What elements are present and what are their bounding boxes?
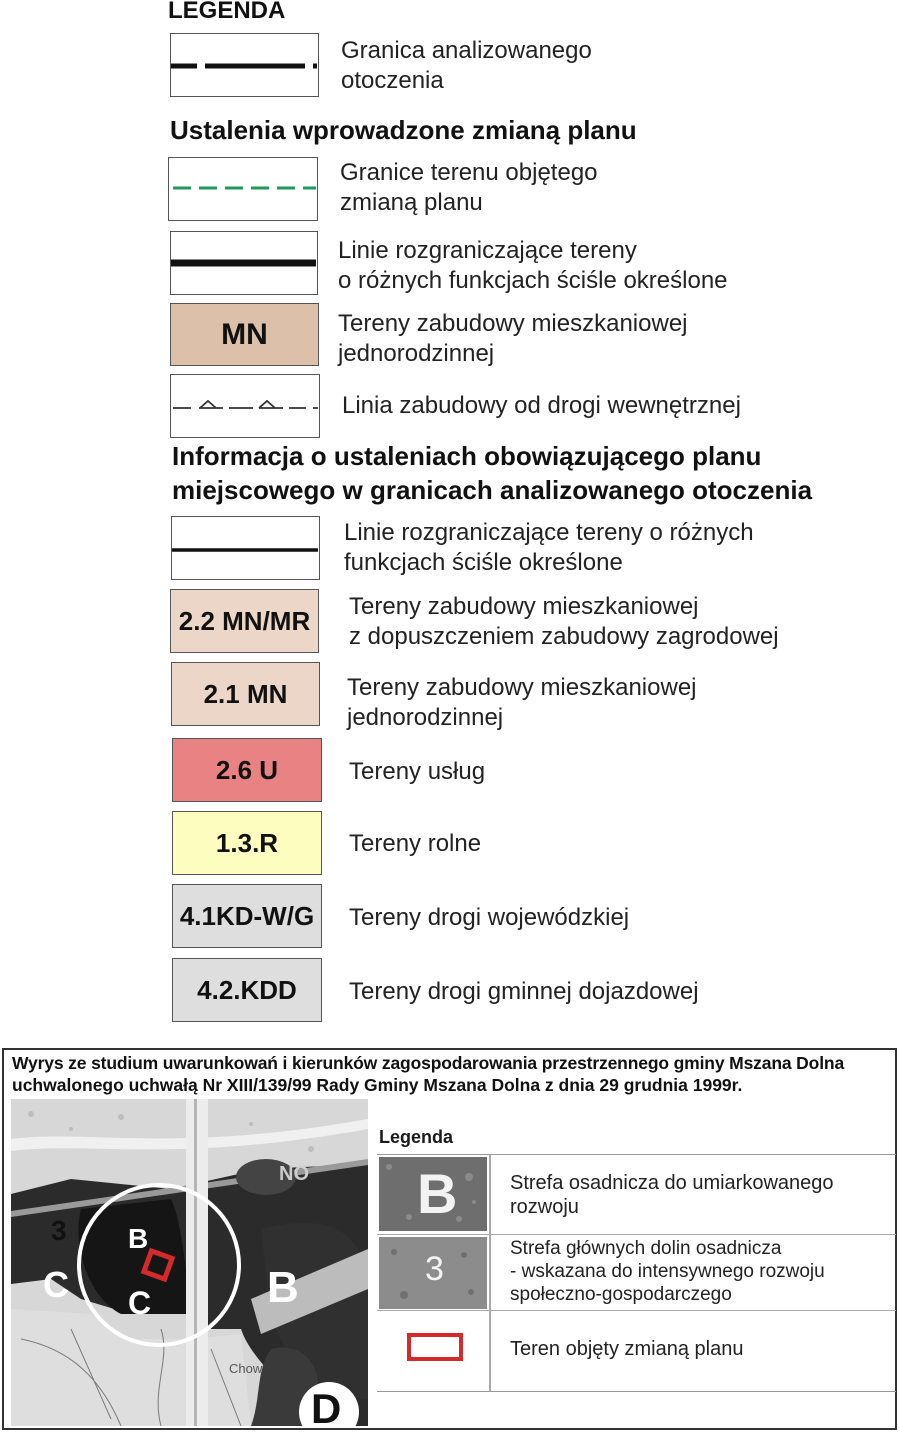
- map-label-chow: Chow: [229, 1361, 263, 1376]
- legend-title: LEGENDA: [168, 0, 286, 24]
- swatch-mn: MN: [170, 303, 319, 366]
- green-dashed-line-icon: [169, 158, 316, 219]
- swatch-demarcation-thick: [170, 231, 318, 295]
- u-label: Tereny usług: [349, 758, 486, 785]
- zone-b-label-1: Strefa osadnicza do umiarkowanego: [510, 1172, 834, 1194]
- existing-demarcation-label-2: funkcjach ściśle określone: [344, 549, 623, 576]
- mn-label-2: jednorodzinnej: [338, 340, 495, 367]
- mn-mr-label-1: Tereny zabudowy mieszkaniowej: [349, 593, 699, 620]
- study-legend-row-change: [377, 1311, 896, 1391]
- map-label-c-left: C: [43, 1264, 69, 1305]
- zone-3-swatch: [379, 1237, 487, 1309]
- kdd-label: Tereny drogi gminnej dojazdowej: [349, 978, 699, 1005]
- study-map: [11, 1099, 368, 1426]
- change-area-label: Teren objęty zmianą planu: [510, 1338, 744, 1360]
- section-existing-title-2: miejscowego w granicach analizowanego otoczenia: [172, 475, 813, 505]
- section-changes-title: Ustalenia wprowadzone zmianą planu: [170, 115, 637, 145]
- study-legend-title: Legenda: [379, 1127, 454, 1147]
- swatch-existing-demarcation: [171, 516, 320, 580]
- kd-w-g-label: Tereny drogi wojewódzkiej: [349, 904, 630, 931]
- demarcation-label-2: o różnych funkcjach ściśle określone: [338, 267, 728, 294]
- study-legend-row-3: [377, 1235, 896, 1311]
- building-line-label: Linia zabudowy od drogi wewnętrznej: [342, 392, 741, 419]
- demarcation-label-1: Linie rozgraniczające tereny: [338, 237, 637, 264]
- swatch-2-6-u: 2.6 U: [172, 738, 322, 802]
- change-area-marker-icon: [407, 1333, 463, 1361]
- swatch-4-2-kdd: 4.2.KDD: [172, 958, 322, 1022]
- map-label-no: NO: [279, 1163, 309, 1185]
- solid-line-icon: [172, 517, 318, 578]
- mn-label-1: Tereny zabudowy mieszkaniowej: [338, 310, 688, 337]
- zone-b-symbol: B: [417, 1162, 458, 1225]
- zone-3-symbol: 3: [425, 1250, 444, 1288]
- study-legend-table: [377, 1154, 896, 1392]
- zone-3-label-3: społeczno-gospodarczego: [510, 1284, 732, 1305]
- existing-demarcation-label-1: Linie rozgraniczające tereny o różnych: [344, 519, 754, 546]
- map-label-b-small: B: [128, 1223, 149, 1254]
- swatch-1-3-r: 1.3.R: [172, 811, 322, 875]
- zone-b-swatch: [379, 1157, 487, 1231]
- change-boundary-label-2: zmianą planu: [340, 189, 483, 216]
- map-label-3: 3: [51, 1215, 67, 1246]
- study-title-line-2: uchwalonego uchwałą Nr XIII/139/99 Rady Gminy Mszana Dolna z dnia 29 grudnia 1999r.: [12, 1075, 743, 1095]
- thick-solid-line-icon: [171, 232, 316, 293]
- study-map-drawing: [11, 1099, 368, 1426]
- swatch-analysed-boundary: [170, 33, 319, 97]
- swatch-2-2-mn-mr: 2.2 MN/MR: [170, 589, 319, 653]
- zone-3-label-1: Strefa głównych dolin osadnicza: [510, 1238, 782, 1259]
- mn-2-1-label-2: jednorodzinnej: [347, 704, 504, 731]
- change-boundary-label-1: Granice terenu objętego: [340, 159, 598, 186]
- analysed-boundary-label-1: Granica analizowanego: [341, 37, 592, 64]
- zone-b-label-2: rozwoju: [510, 1196, 579, 1218]
- map-label-b-big: B: [267, 1263, 299, 1312]
- swatch-change-boundary: [168, 157, 318, 221]
- swatch-2-1-mn: 2.1 MN: [171, 662, 320, 726]
- map-label-d: D: [311, 1385, 342, 1426]
- zone-3-label-2: - wskazana do intensywnego rozwoju: [510, 1261, 825, 1282]
- map-label-c-bottom: C: [128, 1285, 152, 1321]
- analysed-boundary-label-2: otoczenia: [341, 67, 444, 94]
- section-existing-title-1: Informacja o ustaleniach obowiązującego planu: [172, 441, 762, 471]
- mn-2-1-label-1: Tereny zabudowy mieszkaniowej: [347, 674, 697, 701]
- building-line-triangle-icon: [171, 375, 318, 436]
- r-label: Tereny rolne: [349, 830, 482, 857]
- swatch-4-1-kd-w-g: 4.1KD-W/G: [172, 884, 322, 948]
- mn-mr-label-2: z dopuszczeniem zabudowy zagrodowej: [349, 623, 779, 650]
- swatch-building-line: [170, 374, 320, 438]
- study-legend-row-b: [377, 1155, 896, 1235]
- study-title-line-1: Wyrys ze studium uwarunkowań i kierunków zagospodarowania przestrzennego gminy Mszana Dolna: [12, 1053, 845, 1073]
- dash-dot-line-icon: [171, 34, 317, 95]
